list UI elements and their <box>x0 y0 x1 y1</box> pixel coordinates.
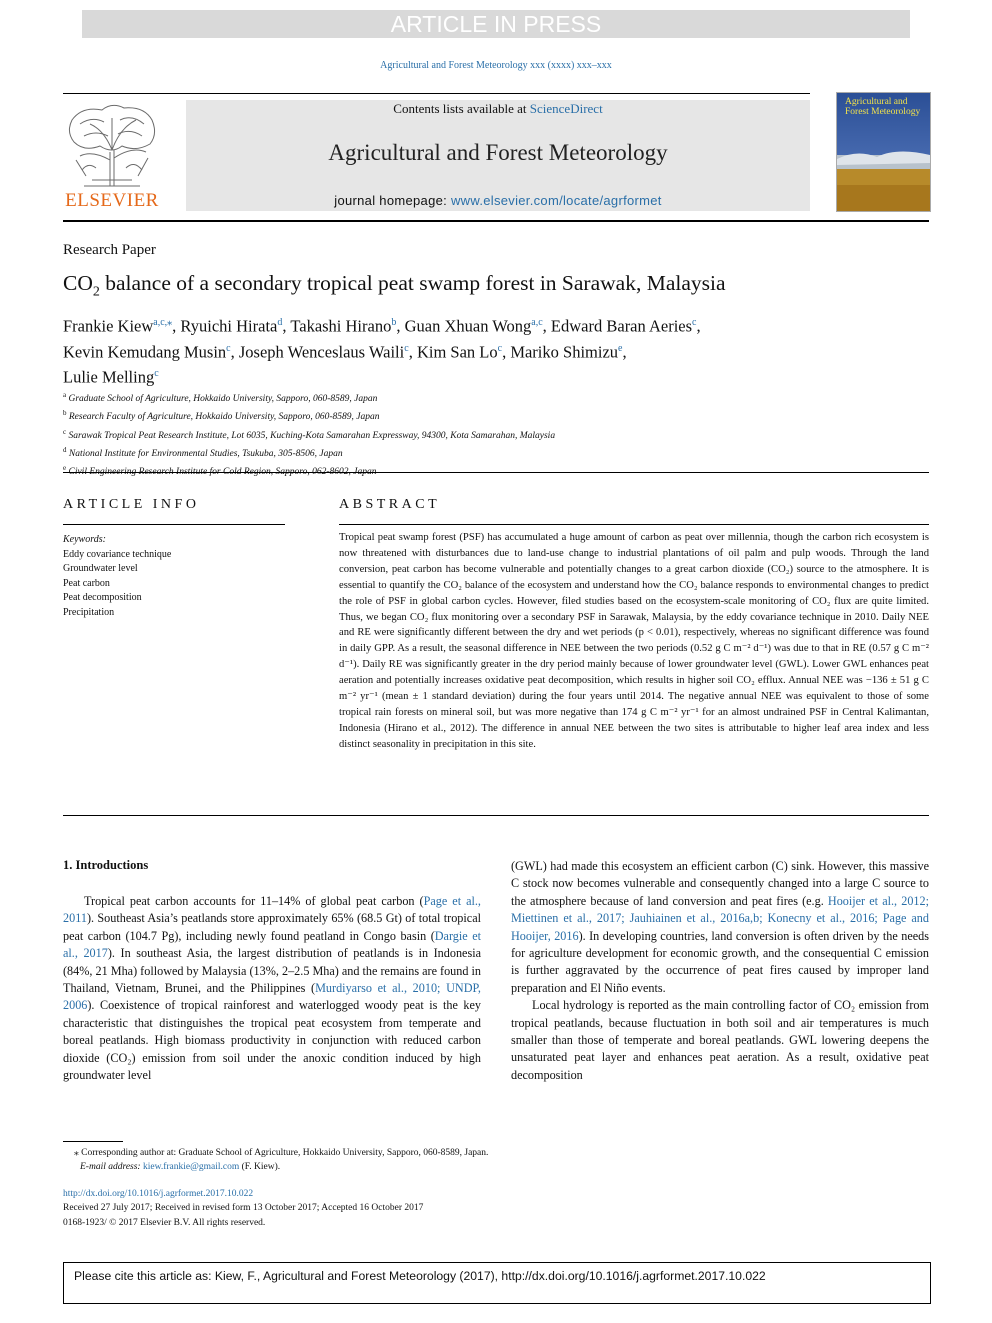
author-name: Kim San Lo <box>416 342 498 361</box>
author-affiliation-marker[interactable]: c <box>497 342 503 354</box>
author-affiliation-marker[interactable]: c <box>154 368 159 379</box>
title-post: balance of a secondary tropical peat swamp forest in Sarawak, Malaysia <box>99 271 726 295</box>
affiliation-key: a <box>63 391 67 399</box>
email-line <box>80 1162 280 1172</box>
author-separator: , <box>696 316 701 336</box>
affiliation-text: Sarawak Tropical Peat Research Institute, Lot 6035, Kuching-Kota Samarahan Expressway, 94300, Kota Samarahan, Malaysia <box>66 430 556 441</box>
affiliation-item <box>63 461 555 479</box>
article-info-heading: ARTICLE INFO <box>63 497 200 512</box>
affiliation-key: c <box>63 427 67 436</box>
received-dates: Received 27 July 2017; Received in revised form 13 October 2017; Accepted 16 October 2017 <box>63 1203 424 1213</box>
paragraph-text: ). Southeast Asia’s peatlands store approximately 65% (68.5 Gt) of total tropical peat carbon (104.7 Pg), including newly found peatland in Congo basin ( <box>63 911 481 943</box>
keyword-item: Groundwater level <box>63 563 138 574</box>
author-name: Joseph Wenceslaus Waili <box>238 342 405 361</box>
keyword-item: Peat carbon <box>63 577 110 589</box>
keywords-block <box>63 533 171 620</box>
affiliation-key: e <box>63 464 67 473</box>
intro-paragraph-2: Local hydrology is reported as the main controlling factor of CO₂ emission from tropical peatlands, because fluctuation in both soil and air temperatures is much smaller than those of temperate and boreal peatlands. GWL lowering deepens the unsaturated peat layer and enhances peat aeration. As a result, oxidative peat decomposition <box>511 998 929 1082</box>
intro-right-column <box>511 858 929 1084</box>
paragraph-text: (GWL) had made this ecosystem an efficient carbon (C) sink. However, this massive C stock now becomes vulnerable and consequently changed into a large C source to the atmosphere because of land conversion and peat fires (e.g. <box>511 859 929 908</box>
copyright-line: 0168-1923/ © 2017 Elsevier B.V. All rights reserved. <box>63 1218 266 1228</box>
citation-link[interactable]: Hooijer et al., 2012; Miettinen et al., 2017; Jauhiainen et al., 2016a,b; Konecny et al., 2016; Page and Hooijer, 2016 <box>511 893 929 943</box>
author-separator: , <box>396 316 405 336</box>
contents-line <box>186 101 810 117</box>
author-name: Lulie Melling <box>63 367 155 387</box>
author-separator: , <box>282 316 291 336</box>
keywords-label: Keywords: <box>63 534 106 545</box>
abstract-text: Tropical peat swamp forest (PSF) has accumulated a huge amount of carbon as peat over millennia, though the carbon rich ecosystem is now threatened with disturbances due to land-use change to industrial plantations of oil palm and pulp woods. Through the land conversion, peat carbon has become vulnerable and potentially changes to a great carbon dioxide (CO₂) source to the atmosphere. It is essential to quantify the CO₂ balance of the ecosystem and understand how the CO₂ balance responds to environmental changes to predict the role of PSF in global carbon cycles. However, filed studies based on the ecosystem-scale monitoring of CO₂ flux are quite limited. Thus, we began CO₂ flux monitoring over a secondary PSF in Sarawak, Malaysia, by the eddy covariance technique in 2010. Daily NEE and RE were significantly different between the dry and wet periods (p < 0.01), respectively, whereas no significant difference was found in daily GPP. As a result, the seasonal difference in NEE between the two periods (0.52 g C m⁻² d⁻¹) was due to that in RE (0.57 g C m⁻² d⁻¹). Daily RE was significantly greater in the dry period mainly because of lower groundwater level (GWL). Lower GWL enhances peat aeration and potentially increases oxidative peat decomposition, which results in higher soil CO₂ efflux. Annual NEE was −136 ± 51 g C m⁻² yr⁻¹ (mean ± 1 standard deviation) during the four years until 2014. The negative annual NEE was equivalent to those of some tropical rain forests on mineral soil, but was more negative than 174 g C m⁻² yr⁻¹ for an almost undrained PSF in Central Kalimantan, Indonesia (Hirano et al., 2012). The difference in annual NEE between the two sites is attributable to higher leaf area index and less distinct seasonality in precipitation in this site. <box>339 532 929 750</box>
elsevier-wordmark: ELSEVIER <box>65 190 159 211</box>
sciencedirect-link[interactable]: ScienceDirect <box>529 101 603 116</box>
corresponding-author-note: ⁎ Corresponding author at: Graduate School of Agriculture, Hokkaido University, Sapporo, 060-8589, Japan. <box>74 1148 489 1158</box>
author-name: Frankie Kiew <box>63 316 154 336</box>
introduction-heading: 1. Introductions <box>63 858 149 872</box>
header-bottom-rule <box>63 220 929 222</box>
author-affiliation-marker[interactable]: c <box>692 317 697 328</box>
author-separator: , <box>622 342 627 361</box>
affiliation-item <box>63 443 555 461</box>
citation-link[interactable]: Dargie et al., 2017 <box>63 928 481 961</box>
homepage-prefix: journal homepage: <box>334 193 451 208</box>
affiliation-item <box>63 388 555 406</box>
article-type: Research Paper <box>63 242 156 258</box>
article-title <box>63 271 726 300</box>
affiliation-list <box>63 388 555 480</box>
paragraph-text: ). In developing countries, land conversion is often driven by the needs for agriculture development for economic growth, and the consequential C emission is further aggravated by the occurrence of peat fires caused by improper land preparation and El Niño events. <box>511 928 929 995</box>
contents-prefix: Contents lists available at <box>393 101 530 116</box>
cite-box-text[interactable]: Please cite this article as: Kiew, F., Agricultural and Forest Meteorology (2017), http://dx.doi.org/10.1016/j.agrformet.2017.10.022 <box>74 1269 766 1283</box>
email-suffix: (F. Kiew). <box>239 1162 281 1172</box>
author-separator: , <box>542 316 551 336</box>
paragraph-text: ). In southeast Asia, the largest distribution of peatlands is in Indonesia (84%, 21 Mha) followed by Malaysia (13%, 2–2.5 Mha) and the remains are found in Thailand, Vietnam, Brunei, and the Philippines ( <box>63 946 481 996</box>
keyword-item: Precipitation <box>63 606 115 618</box>
keyword-list <box>63 548 171 621</box>
author-affiliation-marker[interactable]: b <box>391 317 397 328</box>
keyword-item: Eddy covariance technique <box>63 548 172 560</box>
author-name: Edward Baran Aeries <box>550 316 693 336</box>
author-name: Takashi Hirano <box>290 316 392 336</box>
doi-link[interactable]: http://dx.doi.org/10.1016/j.agrformet.2017.10.022 <box>63 1189 254 1199</box>
article-in-press-banner: ARTICLE IN PRESS <box>82 10 910 38</box>
citation-link[interactable]: Murdiyarso et al., 2010; UNDP, 2006 <box>63 981 481 1013</box>
author-affiliation-marker[interactable]: c <box>226 342 231 354</box>
author-name: Kevin Kemudang Musin <box>63 342 227 361</box>
paragraph-text: ). Coexistence of tropical rainforest and waterlogged woody peat is the key characteristic that distinguishes the tropical peat ecosystem from temperate and boreal peatlands. High biomass productivity in conjunction with reduced carbon dioxide (CO₂) emission from soil under the anoxic condition induced by high groundwater level <box>63 998 481 1083</box>
cover-title: Agricultural and Forest Meteorology <box>845 97 921 117</box>
intro-paragraph-1 <box>63 893 481 1084</box>
intro-paragraph-1-cont <box>511 858 929 997</box>
paragraph-text: Tropical peat carbon accounts for 11–14% of global peat carbon ( <box>84 894 424 908</box>
author-separator: , <box>408 342 417 361</box>
elsevier-tree-icon <box>62 100 162 188</box>
abstract-divider <box>63 815 929 816</box>
email-label: E-mail address: <box>80 1162 143 1172</box>
author-name: Guan Xhuan Wong <box>404 316 532 336</box>
affiliation-text: Graduate School of Agriculture, Hokkaido University, Sapporo, 060-8589, Japan <box>66 394 378 405</box>
affiliation-key: d <box>63 446 67 455</box>
affiliation-item <box>63 406 555 424</box>
article-info-rule <box>63 524 285 525</box>
citation-link[interactable]: Page et al., 2011 <box>63 894 481 926</box>
journal-cover-thumbnail[interactable] <box>836 92 931 212</box>
journal-title: Agricultural and Forest Meteorology <box>328 140 668 165</box>
author-name: Ryuichi Hirata <box>180 316 278 336</box>
author-separator: , <box>230 342 239 361</box>
abstract-heading: ABSTRACT <box>339 497 441 512</box>
author-affiliation-marker[interactable]: a,c,⁎ <box>153 317 173 328</box>
affiliation-divider <box>63 472 929 473</box>
journal-citation-line[interactable]: Agricultural and Forest Meteorology xxx (xxxx) xxx–xxx <box>380 60 612 71</box>
journal-homepage <box>186 193 810 208</box>
affiliation-key: b <box>63 409 67 418</box>
author-list <box>63 312 933 389</box>
footnote-rule <box>63 1141 123 1142</box>
affiliation-text: National Institute for Environmental Studies, Tsukuba, 305-8506, Japan <box>66 449 343 460</box>
keyword-item: Peat decomposition <box>63 592 142 603</box>
title-subscript: 2 <box>92 284 100 300</box>
author-affiliation-marker[interactable]: d <box>277 317 283 328</box>
email-link[interactable]: kiew.frankie@gmail.com <box>142 1162 240 1172</box>
author-name: Mariko Shimizu <box>510 342 619 361</box>
intro-left-column <box>63 893 481 1084</box>
author-separator: , <box>502 342 511 361</box>
title-pre: CO <box>63 271 93 295</box>
author-affiliation-marker[interactable]: e <box>618 342 623 354</box>
affiliation-item <box>63 425 555 443</box>
author-affiliation-marker[interactable]: a,c <box>531 317 543 328</box>
abstract-rule <box>339 524 929 525</box>
author-affiliation-marker[interactable]: c <box>404 342 409 354</box>
homepage-link[interactable]: www.elsevier.com/locate/agrformet <box>450 193 662 208</box>
header-top-rule <box>63 93 810 94</box>
affiliation-text: Research Faculty of Agriculture, Hokkaido University, Sapporo, 060-8589, Japan <box>66 412 380 423</box>
author-separator: , <box>172 316 181 336</box>
